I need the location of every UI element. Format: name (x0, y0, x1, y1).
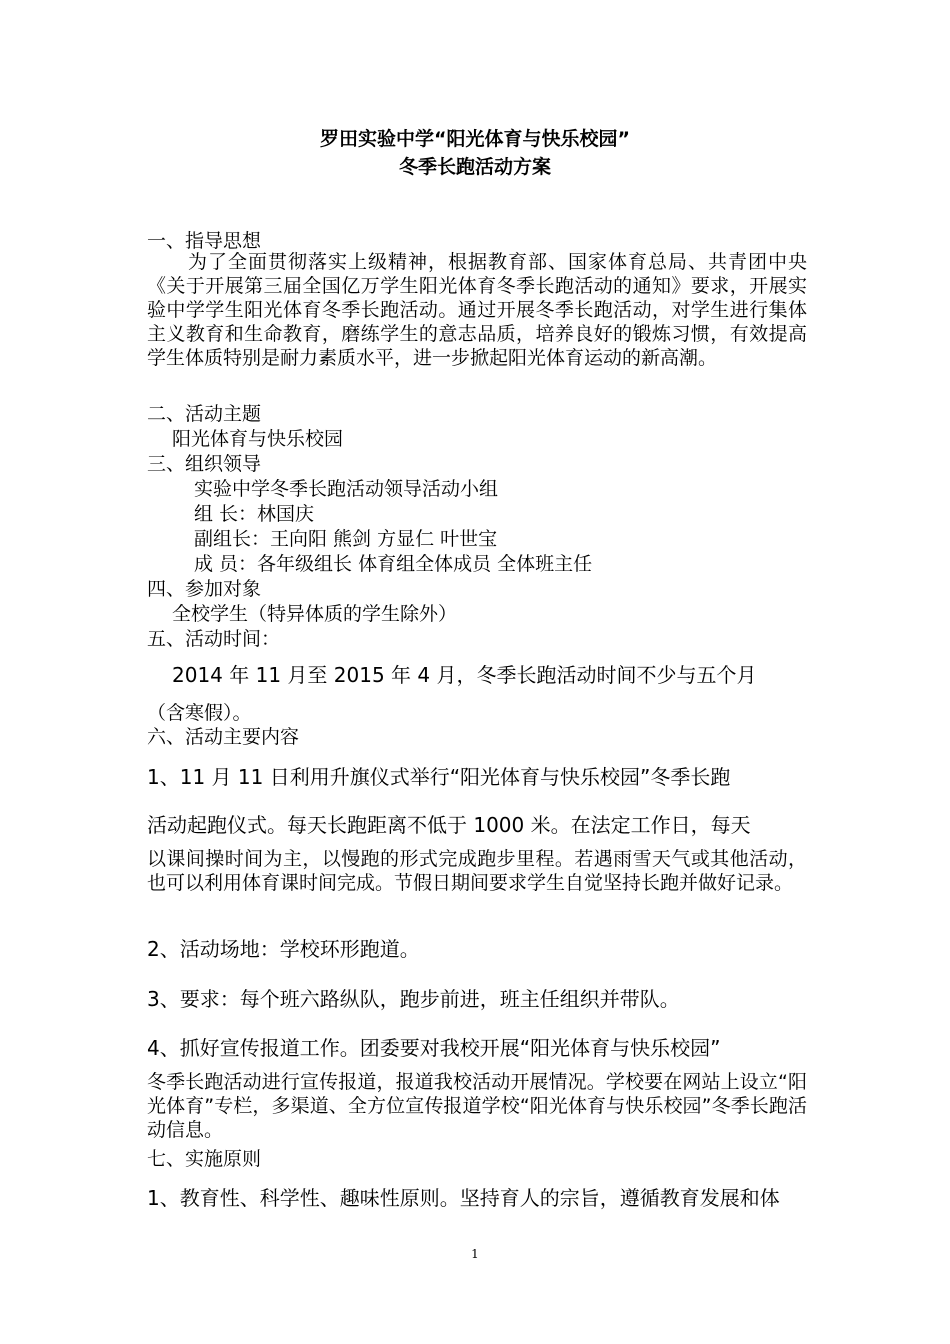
section6-item4-rest: 冬季长跑活动进行宣传报道，报道我校活动开展情况。学校要在网站上设立“阳光体育”专栏，多渠道、全方位宣传报道学校“阳光体育与快乐校园”冬季长跑活动信息。 (147, 1071, 807, 1141)
doc-title-line2: 冬季长跑活动方案 (398, 156, 551, 178)
section6-item4-line1: 4、抓好宣传报道工作。团委要对我校开展“阳光体育与快乐校园” (147, 1036, 721, 1060)
section5-line2: （含寒假）。 (147, 702, 252, 724)
section6-item1-rest: 以课间操时间为主，以慢跑的形式完成跑步里程。若遇雨雪天气或其他活动，也可以利用体育课时间完成。节假日期间要求学生自觉坚持长跑并做好记录。 (147, 848, 807, 894)
section1-body: 为了全面贯彻落实上级精神，根据教育部、国家体育总局、共青团中央《关于开展第三届全国亿万学生阳光体育冬季长跑活动的通知》要求，开展实验中学学生阳光体育冬季长跑活动。通过开展冬季长跑活动，对学生进行集体主义教育和生命教育，磨练学生的意志品质，培养良好的锻炼习惯，有效提高学生体质特别是耐力素质水平，进一步掀起阳光体育运动的新高潮。 (147, 251, 807, 369)
section6-item2: 2、活动场地：学校环形跑道。 (147, 937, 420, 961)
section3-group: 实验中学冬季长跑活动领导活动小组 (194, 478, 499, 500)
section2-heading: 二、活动主题 (147, 403, 262, 425)
section2-body: 阳光体育与快乐校园 (172, 428, 344, 450)
doc-title-line1: 罗田实验中学“阳光体育与快乐校园” (320, 128, 630, 150)
section6-item1-line1: 1、11 月 11 日利用升旗仪式举行“阳光体育与快乐校园”冬季长跑 (147, 765, 731, 789)
section1-heading: 一、指导思想 (147, 230, 262, 252)
section3-leader: 组 长：林国庆 (194, 503, 315, 525)
section6-heading: 六、活动主要内容 (147, 726, 300, 748)
section3-members: 成 员：各年级组长 体育组全体成员 全体班主任 (194, 553, 593, 575)
section3-heading: 三、组织领导 (147, 453, 262, 475)
section4-body: 全校学生（特异体质的学生除外） (172, 603, 458, 625)
section3-deputy: 副组长：王向阳 熊剑 方显仁 叶世宝 (194, 528, 498, 550)
section6-item1-line2: 活动起跑仪式。每天长跑距离不低于 1000 米。在法定工作日，每天 (147, 813, 751, 837)
section7-item1: 1、教育性、科学性、趣味性原则。坚持育人的宗旨，遵循教育发展和体 (147, 1186, 780, 1210)
section5-heading: 五、活动时间： (147, 628, 281, 650)
section6-item3: 3、要求：每个班六路纵队，跑步前进，班主任组织并带队。 (147, 987, 680, 1011)
page-number: 1 (471, 1247, 479, 1261)
section7-heading: 七、实施原则 (147, 1148, 262, 1170)
section5-line1: 2014 年 11 月至 2015 年 4 月，冬季长跑活动时间不少与五个月 (172, 663, 757, 687)
section4-heading: 四、参加对象 (147, 578, 262, 600)
